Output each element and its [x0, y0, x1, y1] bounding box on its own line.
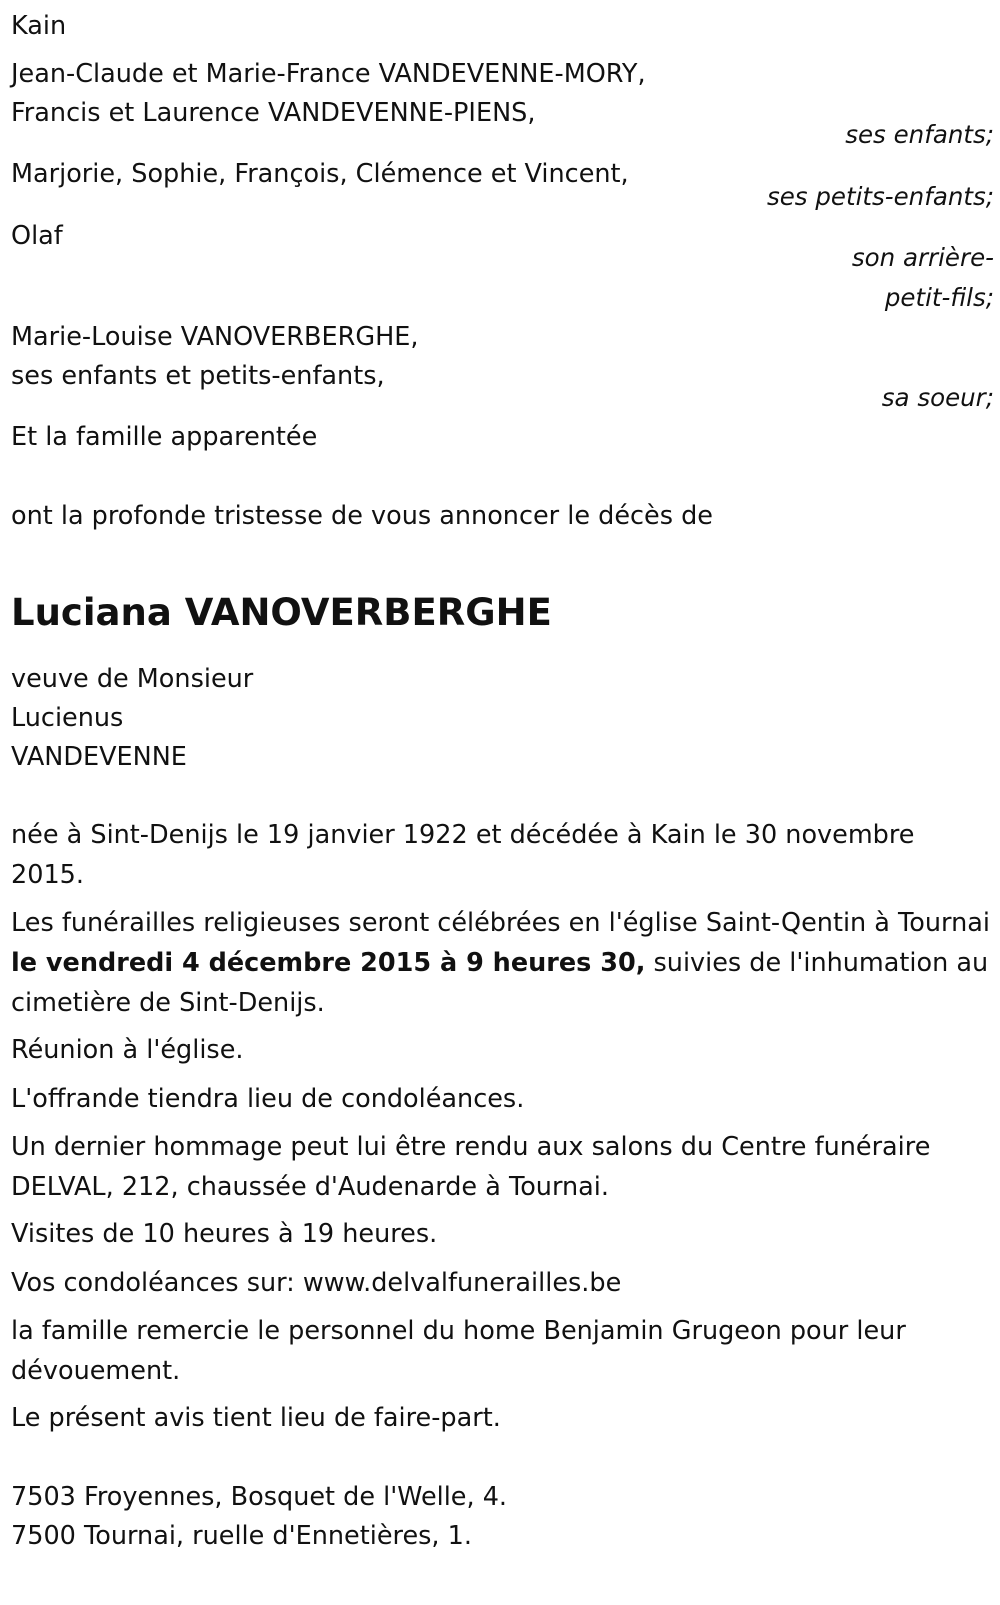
- extended-family-text: Et la famille apparentée: [11, 422, 318, 452]
- funeral-text-before: Les funérailles religieuses seront célébrées en l'église Saint-Qentin à Tournai: [11, 908, 990, 938]
- announcement-text: ont la profonde tristesse de vous annoncer le décès de: [11, 501, 713, 531]
- sister-line-1: Marie-Louise VANOVERBERGHE,: [11, 322, 419, 352]
- address-line-1: 7503 Froyennes, Bosquet de l'Welle, 4.: [11, 1482, 508, 1512]
- children-role: ses enfants;: [845, 120, 994, 149]
- children-line-1: Jean-Claude et Marie-France VANDEVENNE-MORY,: [11, 59, 646, 89]
- funeral-date: le vendredi 4 décembre 2015 à 9 heures 30,: [11, 948, 646, 978]
- deceased-name: Luciana VANOVERBERGHE: [11, 591, 552, 634]
- funeral-paragraph: [11, 903, 991, 1023]
- children-line-2: Francis et Laurence VANDEVENNE-PIENS,: [11, 98, 536, 128]
- location-text: Kain: [11, 11, 67, 41]
- widow-of-line-1: veuve de Monsieur: [11, 664, 254, 694]
- tribute-text: Un dernier hommage peut lui être rendu aux salons du Centre funéraire DELVAL, 212, chaussée d'Audenarde à Tournai.: [11, 1132, 931, 1202]
- grandchildren-text: Marjorie, Sophie, François, Clémence et Vincent,: [11, 159, 629, 189]
- grandchildren-role: ses petits-enfants;: [766, 182, 994, 211]
- sister-line-2: ses enfants et petits-enfants,: [11, 361, 385, 391]
- birth-death-text: née à Sint-Denijs le 19 janvier 1922 et décédée à Kain le 30 novembre 2015.: [11, 820, 915, 890]
- notice-text: Le présent avis tient lieu de faire-part.: [11, 1403, 501, 1433]
- thanks-text: la famille remercie le personnel du home Benjamin Grugeon pour leur dévouement.: [11, 1316, 906, 1386]
- widow-of-line-3: VANDEVENNE: [11, 742, 187, 772]
- meeting-text: Réunion à l'église.: [11, 1035, 244, 1065]
- offering-text: L'offrande tiendra lieu de condoléances.: [11, 1084, 525, 1114]
- condolences-text: Vos condoléances sur: www.delvalfunerailles.be: [11, 1268, 622, 1298]
- great-grandchild-role-line-1: son arrière-: [851, 243, 994, 272]
- widow-of-line-2: Lucienus: [11, 703, 124, 733]
- funeral-text-after: suivies de l'inhumation au cimetière de Sint-Denijs.: [11, 948, 989, 1018]
- sister-role: sa soeur;: [881, 383, 994, 412]
- great-grandchild-role-line-2: petit-fils;: [884, 283, 994, 312]
- address-line-2: 7500 Tournai, ruelle d'Ennetières, 1.: [11, 1521, 472, 1551]
- visits-text: Visites de 10 heures à 19 heures.: [11, 1219, 438, 1249]
- great-grandchild-text: Olaf: [11, 221, 63, 251]
